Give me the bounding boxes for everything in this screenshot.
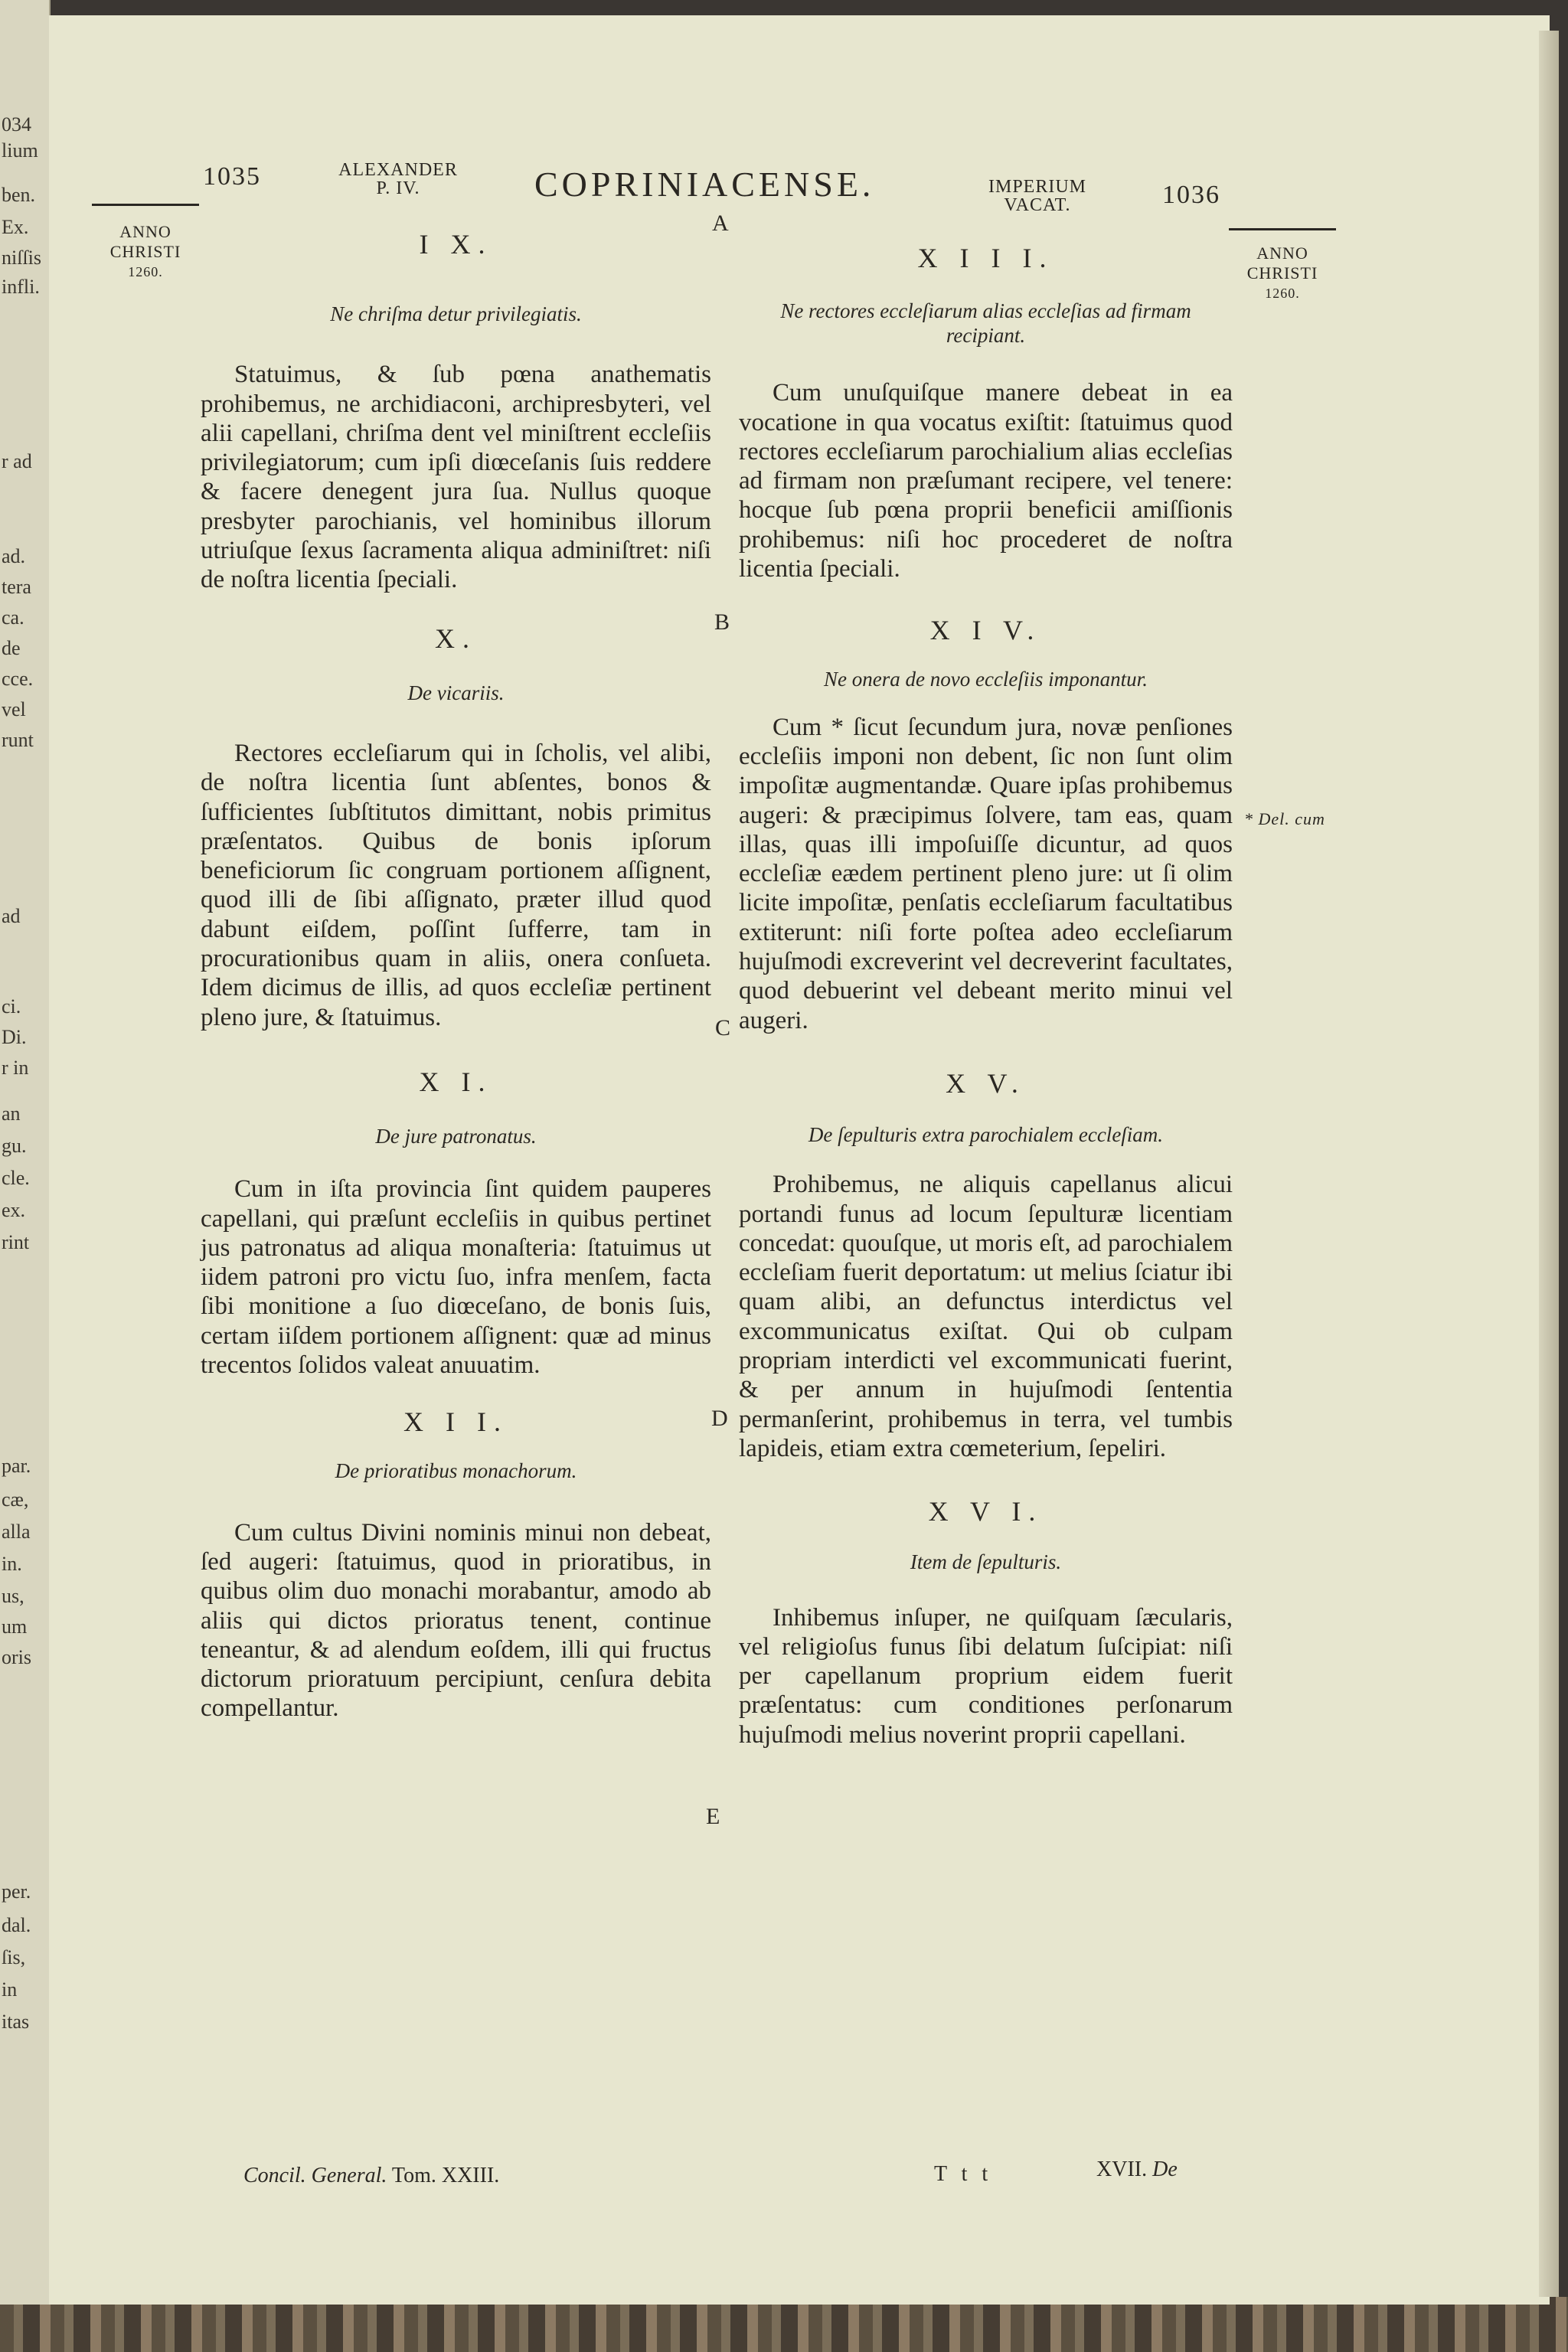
margin-fragment: lium bbox=[2, 139, 38, 162]
section-letter: D bbox=[711, 1406, 728, 1431]
margin-fragment: ad. bbox=[2, 545, 26, 567]
chapter-rubric: Ne onera de novo eccleſiis imponantur. bbox=[824, 667, 1148, 691]
chapter-rubric: De vicariis. bbox=[407, 681, 505, 704]
margin-fragment: de bbox=[2, 637, 21, 659]
chapter-rubric: De prioratibus monachorum. bbox=[335, 1459, 577, 1482]
margin-fragment: gu. bbox=[2, 1135, 27, 1157]
margin-fragment: r ad bbox=[2, 450, 32, 472]
chapter-text: Inhibemus inſuper, ne quiſquam ſæcularis, vel religioſus funus ſibi delatum ſuſcipiat: niſi per capellanum proprium eidem fuerit præſentatus: cum conditiones perſonarum hujuſmodi melius noverint proprii capellani. bbox=[739, 1603, 1233, 1749]
margin-year: 1260. bbox=[1265, 286, 1300, 301]
chapter-text: Rectores eccleſiarum qui in ſcholis, vel alibi, de noſtra licentia ſunt abſentes, bonos & ſufficientes ſubſtitutos dimittant, nobis primitus præſentatos. Quibus de bonis ipſorum beneficiorum ſic congruam portionem aſſignent, quod illi de ſibi aſſignato, præter illud quod dabunt eiſdem, poſſint ſufferre, tam in procurationibus quam in aliis, onera conſueta. Idem dicimus de illis, ad quos eccleſiæ pertinent pleno jure, & ſtatuimus. bbox=[201, 739, 711, 1031]
margin-fragment: ex. bbox=[2, 1199, 26, 1221]
running-author-title: P. IV. bbox=[376, 178, 420, 198]
running-reign-line1: IMPERIUM bbox=[988, 177, 1086, 197]
chapter-rubric: De ſepulturis extra parochialem eccleſiam. bbox=[808, 1123, 1164, 1147]
margin-fragment: Di. bbox=[2, 1026, 27, 1048]
margin-fragment: ci. bbox=[2, 995, 21, 1018]
chapter-text: Cum unuſquiſque manere debeat in ea vocatione in qua vocatus exiſtit: ſtatuimus quod rectores eccleſiarum parochialium alias eccleſias ad firmam non præſumant recipere, vel tenere: hocque ſub pœna proprii beneficii amiſſionis prohibemus: niſi hoc procederet de noſtra licentia ſpeciali. bbox=[739, 379, 1233, 583]
column-right bbox=[739, 243, 1233, 1749]
margin-fragment: alla bbox=[2, 1521, 31, 1543]
margin-date-right bbox=[1221, 243, 1344, 303]
margin-fragment: us, bbox=[2, 1585, 24, 1607]
margin-rule-right bbox=[1229, 228, 1336, 230]
marginal-note: * Del. cum bbox=[1244, 809, 1325, 828]
margin-fragment: infli. bbox=[2, 276, 40, 298]
running-author bbox=[325, 161, 471, 198]
running-title: COPRINIACENSE. bbox=[534, 165, 875, 204]
chapter-number: X I I. bbox=[403, 1406, 508, 1438]
margin-fragment: cæ, bbox=[2, 1488, 29, 1511]
chapter-text: Cum * ſicut ſecundum jura, novæ penſiones eccleſiis imponi non debent, ſic non ſunt olim impoſitæ augmentandæ. Quare ipſas prohibemus augeri: & præcipimus ſolvere, tam eas, quam illas, quas illi impoſuiſſe dicuntur, ad quos eccleſiæ eædem pertinent pleno jure: ut ſi olim licite impoſitæ, penſatis eccleſiarum facultatibus extiterunt: niſi forte poſtea adeo eccleſiarum hujuſmodi excreverint vel decreverint facultates, quod debuerint vel debeant merito minui vel augeri. bbox=[739, 713, 1233, 1034]
margin-fragment: per. bbox=[2, 1880, 31, 1903]
margin-fragment: runt bbox=[2, 729, 34, 751]
margin-fragment: oris bbox=[2, 1646, 31, 1668]
running-reign bbox=[957, 178, 1118, 214]
footer-source bbox=[243, 2164, 499, 2188]
margin-fragment: in. bbox=[2, 1553, 22, 1575]
margin-christi: CHRISTI bbox=[109, 242, 181, 261]
margin-fragment: dal. bbox=[2, 1914, 31, 1936]
chapter-rubric: Ne chriſma detur privilegiatis. bbox=[330, 302, 582, 326]
chapter-rubric: De jure patronatus. bbox=[375, 1125, 537, 1148]
section-letter: A bbox=[712, 211, 729, 236]
chapter-number: X I V. bbox=[929, 615, 1042, 646]
page-number-right: 1036 bbox=[1162, 181, 1220, 209]
chapter-number: X V I. bbox=[928, 1496, 1044, 1527]
section-letter: E bbox=[706, 1804, 720, 1829]
chapter-rubric: Ne rectores eccleſiarum alias eccleſias ad firmam recipiant. bbox=[780, 299, 1191, 348]
running-author-name: ALEXANDER bbox=[338, 160, 458, 180]
margin-fragment: 034 bbox=[2, 113, 31, 136]
margin-fragment: ſis, bbox=[2, 1946, 26, 1968]
page-edge bbox=[1539, 31, 1559, 2297]
margin-fragment: in bbox=[2, 1978, 18, 2001]
chapter-text: Prohibemus, ne aliquis capellanus alicui portandi funus ad locum ſepulturæ licentiam concedat: quouſque, ut moris eſt, ad parochialem eccleſiam fuerit deportatum: ut melius ſciatur ibi quam alibi, an defunctus interdictus vel excommunicatus exiſtat. Qui ob culpam propriam interdicti vel excommunicati fuerint, & per annum in hujuſmodi ſententia permanſerint, prohibemus in terra, vel tumbis lapideis, etiam extra cœmeterium, ſepeliri. bbox=[739, 1171, 1233, 1462]
chapter-text: Statuimus, & ſub pœna anathematis prohibemus, ne archidiaconi, archipresbyteri, vel alii capellani, chriſma dent vel miniſtrent eccleſiis privilegiatorum; cum ipſi diœceſanis ſuis reddere & facere denegent jura ſua. Nullus quoque presbyter parochianis, vel hominibus illorum utriuſque ſexus ſacramenta aliqua adminiſtret: niſi de noſtra licentia ſpeciali. bbox=[201, 361, 711, 594]
chapter-text: Cum in iſta provincia ſint quidem pauperes capellani, qui præſunt eccleſiis in quibus pertinet jus patronatus ad aliqua monaſteria: ſtatuimus ut iidem patroni pro victu ſuo, infra menſem, facta ſibi monitione a ſuo diœceſano, de bonis ſuis, certam iiſdem portionem aſſignent: quæ ad minus trecentos ſolidos valeat anuuatim. bbox=[201, 1175, 711, 1380]
chapter-number: X. bbox=[435, 622, 477, 654]
margin-date-left bbox=[84, 222, 207, 282]
margin-fragment: ben. bbox=[2, 184, 36, 206]
chapter-number: I X. bbox=[419, 229, 493, 260]
margin-fragment: par. bbox=[2, 1455, 31, 1477]
footer-source-title: Concil. General. bbox=[243, 2164, 387, 2187]
chapter-number: X I. bbox=[419, 1066, 493, 1097]
margin-rule-left bbox=[92, 204, 199, 206]
margin-fragment: Ex. bbox=[2, 216, 29, 238]
column-left bbox=[201, 230, 711, 1723]
margin-fragment: tera bbox=[2, 576, 31, 598]
background-surface bbox=[0, 2297, 1568, 2352]
margin-anno: ANNO bbox=[1256, 243, 1308, 263]
signature-mark: T t t bbox=[934, 2162, 993, 2186]
footer-source-volume: Tom. XXIII. bbox=[391, 2164, 500, 2187]
margin-fragment: ca. bbox=[2, 606, 24, 629]
margin-fragment: an bbox=[2, 1102, 21, 1125]
margin-fragment: um bbox=[2, 1615, 28, 1638]
chapter-number: X V. bbox=[946, 1067, 1026, 1099]
catchword-number: XVII. bbox=[1096, 2158, 1148, 2181]
running-reign-line2: VACAT. bbox=[1004, 195, 1071, 215]
margin-fragment: rint bbox=[2, 1231, 30, 1253]
margin-fragment: r in bbox=[2, 1057, 29, 1079]
margin-fragment: ad bbox=[2, 905, 21, 927]
catchword bbox=[1096, 2158, 1178, 2182]
section-letter: C bbox=[715, 1015, 731, 1040]
margin-year: 1260. bbox=[128, 264, 163, 279]
catchword-word: De bbox=[1152, 2158, 1178, 2181]
margin-fragment: cce. bbox=[2, 668, 34, 690]
chapter-rubric: Item de ſepulturis. bbox=[910, 1550, 1062, 1573]
chapter-number: X I I I. bbox=[917, 243, 1054, 273]
margin-fragment: vel bbox=[2, 698, 26, 720]
margin-christi: CHRISTI bbox=[1246, 263, 1318, 283]
margin-anno: ANNO bbox=[119, 222, 172, 241]
chapter-text: Cum cultus Divini nominis minui non debeat, ſed augeri: ſtatuimus, quod in prioratibus, in quibus olim duo monachi morabantur, amodo ab aliis qui dictos prioratus tenent, continue teneantur, & ad alendum eoſdem, illi qui fructus dictorum prioratuum percipiunt, cenſura debita compellantur. bbox=[201, 1518, 711, 1723]
section-letter: B bbox=[714, 609, 730, 635]
margin-fragment: niſſis bbox=[2, 247, 42, 269]
page-number-left: 1035 bbox=[203, 162, 261, 191]
margin-fragment: cle. bbox=[2, 1167, 30, 1189]
previous-page-edge bbox=[0, 0, 51, 2305]
margin-fragment: itas bbox=[2, 2011, 30, 2033]
